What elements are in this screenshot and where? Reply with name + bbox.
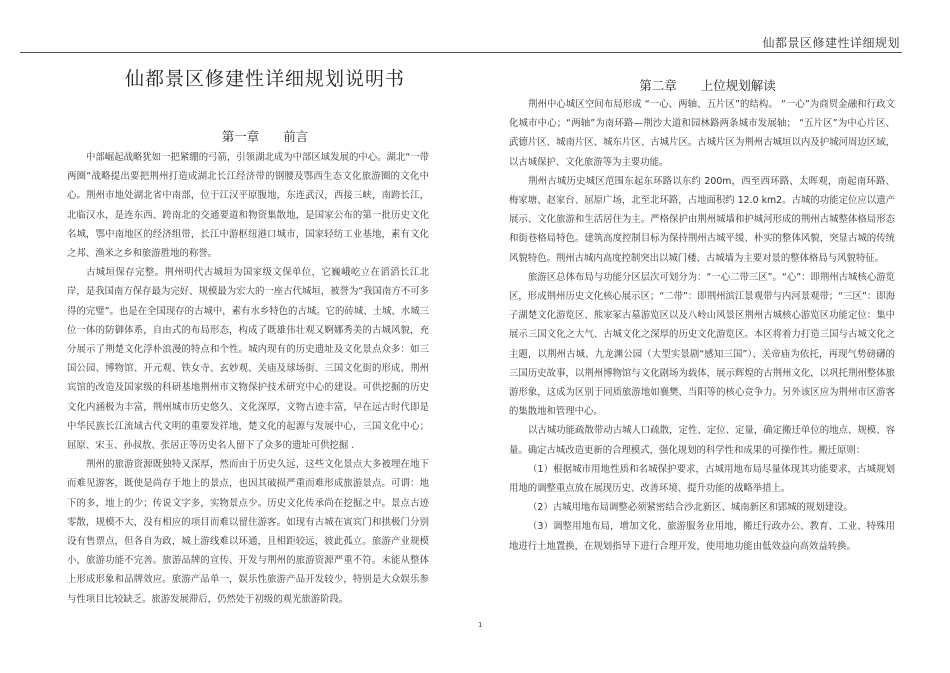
chapter-1-title: 前言 bbox=[283, 129, 309, 144]
paragraph: 荆州中心城区空间布局形成 “一心、两轴、五片区”的结构。 “一心”为商贸金融和行政文化城市中心；“两轴”为南环路—荆沙大道和园林路两条城市发展轴； “五片区”为中心片区、武德片区、城南片区、城东片区、古城片区。古城片区为荆州古城垣以内及护城河周边区域，以古城保护、文化旅游等为主要功能。 bbox=[509, 99, 895, 168]
chapter-1-heading bbox=[185, 127, 345, 145]
chapter-2-heading bbox=[615, 76, 800, 94]
left-column-body bbox=[67, 148, 429, 609]
chapter-1-number: 第一章 bbox=[221, 129, 260, 144]
paragraph: 荆州古城历史城区范围东起东环路以东约 200m，西至西环路、太晖观，南起南环路、梅家塘、赵家台、屈原广场，北至北环路，占地面积约 12.0 km2。古城的功能定位应以遗产展示、文化旅游和生活居住为主。严格保护由荆州城墙和护城河形成的荆州古城整体格局形态和街巷格局特色。建筑高度控制目标为保持荆州古城平缓、朴实的整体风貌，突显古城的传统风貌特色。荆州古城内高度控制突出以城门楼、古城墙为主要对景的整体格局与风貌特征。 bbox=[509, 175, 895, 264]
paragraph: （2）古城用地布局调整必须紧密结合沙北新区、城南新区和郢城的规划建设。 bbox=[528, 502, 853, 514]
document-title: 仙都景区修建性详细规划说明书 bbox=[124, 68, 405, 90]
header-rule bbox=[20, 52, 902, 53]
running-header-title: 仙都景区修建性详细规划 bbox=[762, 36, 900, 50]
paragraph: 荆州的旅游资源既独特又深厚，然而由于历史久远，这些文化景点大多被埋在地下而难见游客，既使是尚存于地上的景点，也因其破损严重而难形成旅游景点。可谓：地下的多，地上的少；传说文字多，实物景点少。历史文化传承尚在挖掘之中。景点古迹零散，规模不大，没有相应的项目而难以留住游客。如现有古城在寅宾门和拱极门分别设有售票点，但各自为政，城上游线难以环通，且相距较远，彼此孤立。旅游产业规模小，旅游功能不完善。旅游品牌的宣传、开发与荆州的旅游资源严重不符。未能从整体上形成形象和品牌效应。旅游产品单一，娱乐性旅游产品开发较少，特别是大众娱乐参与性项目比较缺乏。旅游发展滞后，仍然处于初级的观光旅游阶段。 bbox=[67, 459, 429, 605]
paragraph: 古城垣保存完整。荆州明代古城垣为国家级文保单位，它巍峨屹立在滔滔长江北岸，是我国南方保存最为完好、规模最为宏大的一座古代城垣，被誉为“我国南方不可多得的完璧”。也是在全国现存的古城中，素有水乡特色的古城。它的砖城、土城、水城三位一体的防御体系，自由式的布局形态，构成了既雄伟壮观又婀娜秀美的古城风貌，充分展示了荆楚文化浮朴浪漫的特点和个性。城内现有的历史遗址及文化景点众多：如三国公园、博物馆、开元观、铁女寺、玄妙观、关庙及球场街、三国文化街的形成、荆州宾馆的改造及国家级的科研基地荆州市文物保护技术研究中心的建设。可供挖掘的历史文化内涵极为丰富，荆州城市历史悠久、文化深厚，文物古迹丰富，早在远古时代即是中华民族长江流域古代文明的重要发祥地，楚文化的起源与发展中心，三国文化中心；屈原、宋玉、孙叔敖、张居正等历史名人留下了众多的遗址可供挖掘 . bbox=[67, 267, 429, 452]
paragraph: （1）根据城市用地性质和名城保护要求，古城用地布局尽量体现其功能要求，古城规划用地的调整重点放在展现历史、改善环境、提升功能的战略举措上。 bbox=[509, 463, 895, 495]
chapter-2-title: 上位规划解读 bbox=[700, 78, 776, 93]
paragraph: （3）调整用地布局，增加文化、旅游服务业用地，搬迁行政办公、教育、工业、特殊用地进行土地置换，在规划指导下进行合理开发，使用地功能由低效益向高效益转换。 bbox=[509, 521, 895, 552]
paragraph: 以古城功能疏散带动古城人口疏散，定性、定位、定量，确定搬迁单位的地点、规模、容量。确定古城改造更新的合理模式，强化规划的科学性和成果的可操作性。搬迁原则： bbox=[509, 425, 895, 456]
right-column-body bbox=[509, 95, 895, 556]
chapter-2-number: 第二章 bbox=[639, 78, 677, 93]
page-number: 1 bbox=[478, 621, 483, 629]
paragraph: 中部崛起战略犹如一把紧绷的弓箭，引领湖北成为中部区域发展的中心。湖北“一带两圈”战略提出要把荆州打造成湖北长江经济带的钢腰及鄂西生态文化旅游圈的文化中心。荆州市地处湖北省中南部，位于江汉平原腹地，东连武汉，西接三峡，南跨长江，北临汉水，是连东西、跨南北的交通要道和物资集散地，是国家公布的第一批历史文化名城，鄂中南地区的经济组带，长江中游枢纽港口城市，国家轻纺工业基地，素有文化之邦、渔米之乡和旅游胜地的称誉。 bbox=[67, 152, 429, 260]
paragraph: 旅游区总体布局与功能分区层次可划分为：“一心二带三区”。“心”：即荆州古城核心游览区，形成荆州历史文化核心展示区；“二带”：即荆州滨江景观带与内河景观带；“三区”：即海子湖楚文化游览区、熊家冢古墓游览区以及八岭山风景区荆州古城核心游览区功能定位：集中展示三国文化之大气、古城文化之深厚的历史文化游览区。本区将着力打造三国与古城文化之主题，以荆州古城、九龙渊公园（大型实景剧“感知三国”）、关帝庙为依托，再现气势磅礴的三国历史故事，以荆州博物馆与文化剧场为载体，展示辉煌的古荆州文化，以巩托荆州整体旅游形象，这成为区别于同质旅游地如襄樊、当阳等的核心竞争力。另外该区应为荆州市区游客的集散地和管理中心。 bbox=[509, 271, 895, 418]
